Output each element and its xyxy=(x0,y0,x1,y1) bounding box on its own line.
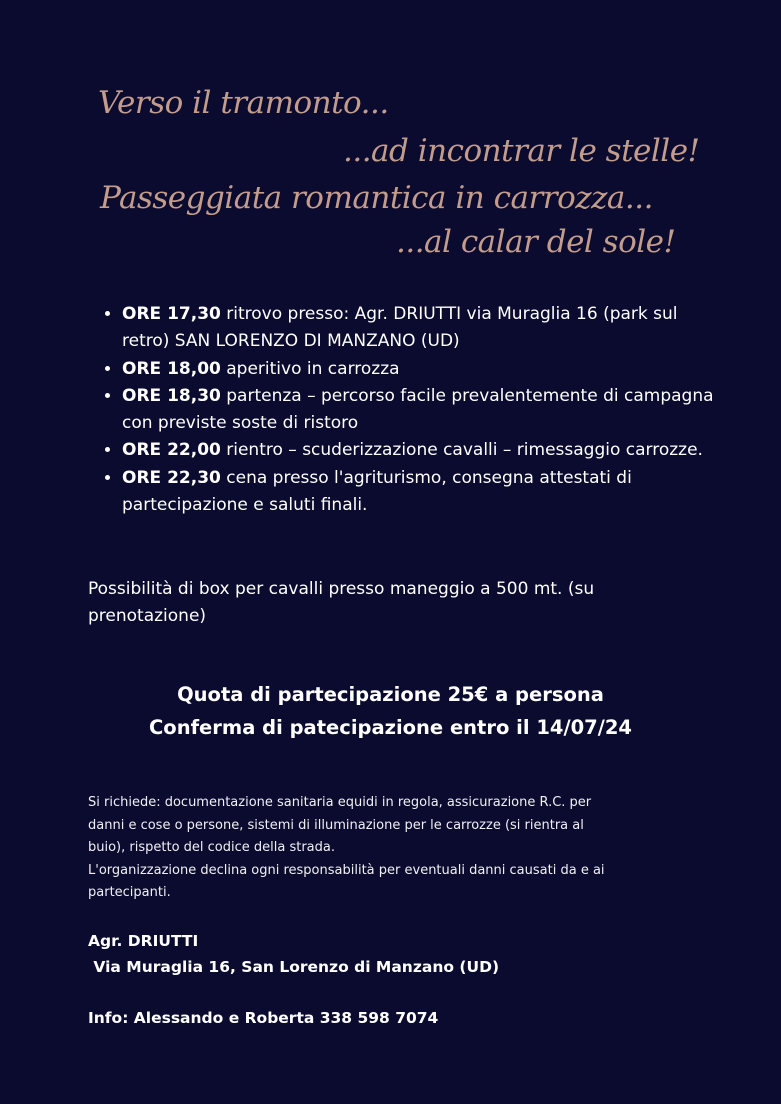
schedule-text: cena presso l'agriturismo, consegna attestati di partecipazione e saluti finali. xyxy=(122,467,632,516)
headline-line-1: Verso il tramonto... xyxy=(98,85,389,121)
contact-name: Agr. DRIUTTI xyxy=(88,932,199,950)
box-note: Possibilità di box per cavalli presso maneggio a 500 mt. (su prenotazione) xyxy=(88,579,595,627)
contact-info: Info: Alessando e Roberta 338 598 7074 xyxy=(88,1009,439,1027)
schedule-text: aperitivo in carrozza xyxy=(220,358,400,379)
schedule-time: ORE 22,00 xyxy=(122,440,221,461)
headline-line-2: ...ad incontrar le stelle! xyxy=(343,133,700,169)
schedule-time: ORE 22,30 xyxy=(122,467,221,488)
schedule-text: partenza – percorso facile prevalentemente di campagna con previste soste di ristoro xyxy=(122,385,714,434)
schedule-text: ritrovo presso: Agr. DRIUTTI via Muraglia 16 (park sul retro) SAN LORENZO DI MANZANO (UD) xyxy=(122,304,678,352)
schedule-item xyxy=(122,383,722,438)
requirements-line: Si richiede: documentazione sanitaria equidi in regola, assicurazione R.C. per xyxy=(88,795,592,810)
requirements-line: buio), rispetto del codice della strada. xyxy=(88,840,335,856)
schedule-item xyxy=(122,356,722,383)
schedule-item xyxy=(122,465,722,520)
headline-line-4: ...al calar del sole! xyxy=(396,224,676,260)
quota-deadline: Conferma di patecipazione entro il 14/07/24 xyxy=(148,716,632,739)
requirements-line: partecipanti. xyxy=(88,885,171,901)
schedule-time: ORE 18,30 xyxy=(122,385,221,406)
headline-line-3: Passeggiata romantica in carrozza... xyxy=(100,180,653,216)
contact-address: Via Muraglia 16, San Lorenzo di Manzano (UD) xyxy=(88,958,500,976)
requirements-text xyxy=(88,792,688,905)
requirements-line: danni e cose o persone, sistemi di illuminazione per le carrozze (si rientra al xyxy=(88,817,584,833)
schedule-list xyxy=(88,301,722,519)
schedule-item xyxy=(122,301,722,356)
schedule-time: ORE 17,30 xyxy=(122,304,221,324)
schedule-item xyxy=(122,437,722,464)
schedule-text: rientro – scuderizzazione cavalli – rimessaggio carrozze. xyxy=(220,440,703,461)
quota-price: Quota di partecipazione 25€ a persona xyxy=(177,683,604,706)
schedule-time: ORE 18,00 xyxy=(122,358,221,379)
requirements-line: L'organizzazione declina ogni responsabilità per eventuali danni causati da e ai xyxy=(88,862,605,878)
